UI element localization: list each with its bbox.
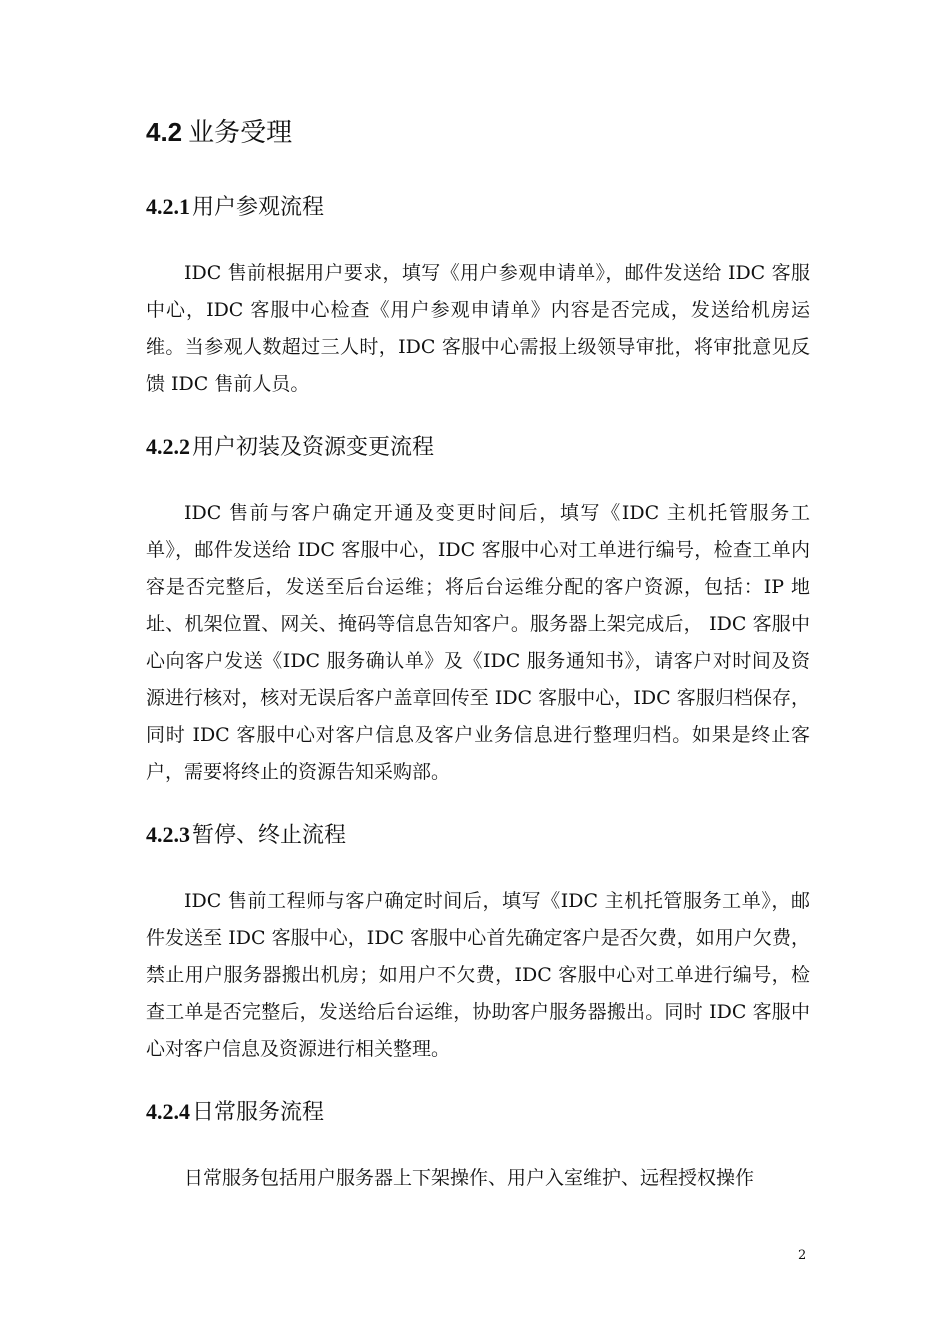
paragraph-4-2-4: 日常服务包括用户服务器上下架操作、用户入室维护、远程授权操作: [184, 1167, 755, 1189]
subsection-heading-4-2-1: [146, 190, 324, 225]
section-title: 业务受理: [188, 118, 293, 148]
subsection-title: 用户参观流程: [192, 195, 325, 220]
subsection-heading-4-2-2: [146, 430, 434, 465]
subsection-title: 暂停、终止流程: [192, 823, 347, 848]
subsection-number: 4.2.4: [146, 1099, 190, 1124]
subsection-title: 用户初装及资源变更流程: [192, 435, 435, 460]
paragraph-4-2-1: IDC 售前根据用户要求，填写《用户参观申请单》，邮件发送给 IDC 客服中心，IDC 客服中心检查《用户参观申请单》内容是否完成，发送给机房运维。当参观人数超过三人时，IDC 客服中心需报上级领导审批，将审批意见反馈 IDC 售前人员。: [146, 262, 810, 395]
subsection-number: 4.2.2: [146, 434, 190, 459]
page-number: 2: [798, 1248, 807, 1263]
section-number: 4.2: [146, 117, 183, 147]
subsection-number: 4.2.1: [146, 194, 190, 219]
paragraph-4-2-2: IDC 售前与客户确定开通及变更时间后，填写《IDC 主机托管服务工单》，邮件发送给 IDC 客服中心，IDC 客服中心对工单进行编号，检查工单内容是否完整后，发送至后台运维；将后台运维分配的客户资源，包括：IP 地址、机架位置、网关、掩码等信息告知客户。服务器上架完成后， IDC 客服中心向客户发送《IDC 服务确认单》及《IDC 服务通知书》，请客户对时间及资源进行核对，核对无误后客户盖章回传至 IDC 客服中心，IDC 客服归档保存，同时 IDC 客服中心对客户信息及客户业务信息进行整理归档。如果是终止客户，需要将终止的资源告知采购部。: [146, 502, 810, 783]
paragraph-4-2-3: IDC 售前工程师与客户确定时间后，填写《IDC 主机托管服务工单》，邮件发送至 IDC 客服中心，IDC 客服中心首先确定客户是否欠费，如用户欠费，禁止用户服务器搬出机房；如用户不欠费，IDC 客服中心对工单进行编号，检查工单是否完整后，发送给后台运维，协助客户服务器搬出。同时 IDC 客服中心对客户信息及资源进行相关整理。: [146, 890, 810, 1060]
subsection-heading-4-2-3: [146, 818, 346, 853]
subsection-heading-4-2-4: [146, 1095, 324, 1130]
subsection-title: 日常服务流程: [192, 1100, 325, 1125]
subsection-number: 4.2.3: [146, 822, 190, 847]
section-heading: [146, 112, 292, 153]
